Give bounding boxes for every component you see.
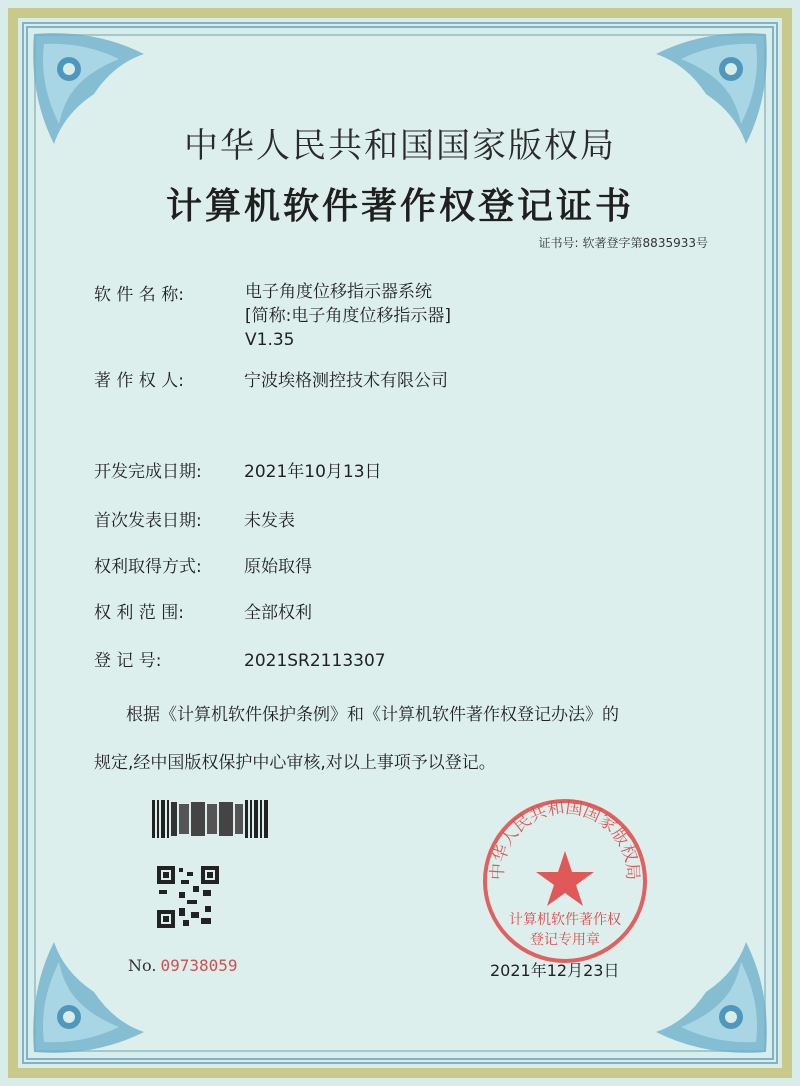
dev-date-label: 开发完成日期: bbox=[94, 462, 202, 482]
serial-label: No. bbox=[128, 956, 157, 975]
qr-code-icon bbox=[157, 866, 219, 928]
agency-title: 中华人民共和国国家版权局 bbox=[184, 126, 616, 166]
corner-ornament-bottom-left bbox=[24, 912, 174, 1062]
reg-value: 2021SR2113307 bbox=[244, 651, 386, 671]
barcode-icon bbox=[152, 800, 270, 838]
seal-line-2: 登记专用章 bbox=[530, 932, 600, 948]
software-name: 电子角度位移指示器系统 bbox=[245, 282, 432, 302]
certificate-title: 计算机软件著作权登记证书 bbox=[165, 185, 634, 227]
software-name-value bbox=[245, 280, 451, 352]
statement-line-2: 规定,经中国版权保护中心审核,对以上事项予以登记。 bbox=[94, 753, 496, 773]
dev-date-row bbox=[94, 457, 382, 482]
software-version: V1.35 bbox=[245, 330, 295, 350]
acquire-label: 权利取得方式: bbox=[94, 557, 202, 577]
software-name-row bbox=[94, 280, 244, 305]
certificate-number-value: 软著登字第8835933号 bbox=[582, 236, 708, 250]
pub-date-label: 首次发表日期: bbox=[94, 511, 202, 531]
acquire-row bbox=[94, 552, 312, 577]
statement-line-1: 根据《计算机软件保护条例》和《计算机软件著作权登记办法》的 bbox=[126, 705, 619, 725]
certificate-number bbox=[535, 234, 709, 251]
serial-number bbox=[128, 956, 238, 975]
dev-date-value: 2021年10月13日 bbox=[244, 462, 382, 482]
reg-label: 登 记 号: bbox=[94, 651, 162, 671]
pub-date-row bbox=[94, 506, 295, 531]
scope-row bbox=[94, 598, 312, 623]
seal-line-1: 计算机软件著作权 bbox=[509, 912, 621, 928]
software-name-label: 软 件 名 称: bbox=[94, 285, 184, 305]
owner-label: 著 作 权 人: bbox=[94, 371, 184, 391]
scope-value: 全部权利 bbox=[244, 603, 312, 623]
scope-label: 权 利 范 围: bbox=[94, 603, 184, 623]
issue-date: 2021年12月23日 bbox=[490, 961, 620, 980]
certificate-number-label: 证书号: bbox=[538, 236, 579, 250]
seal-outer-text: 中华人民共和国国家版权局 bbox=[487, 797, 643, 881]
reg-row bbox=[94, 646, 386, 671]
acquire-value: 原始取得 bbox=[244, 557, 312, 577]
owner-value: 宁波埃格测控技术有限公司 bbox=[244, 371, 448, 391]
official-seal bbox=[480, 796, 650, 966]
serial-value: 09738059 bbox=[160, 956, 238, 975]
owner-row bbox=[94, 366, 448, 391]
pub-date-value: 未发表 bbox=[244, 511, 295, 531]
software-short-name: [简称:电子角度位移指示器] bbox=[245, 306, 451, 326]
